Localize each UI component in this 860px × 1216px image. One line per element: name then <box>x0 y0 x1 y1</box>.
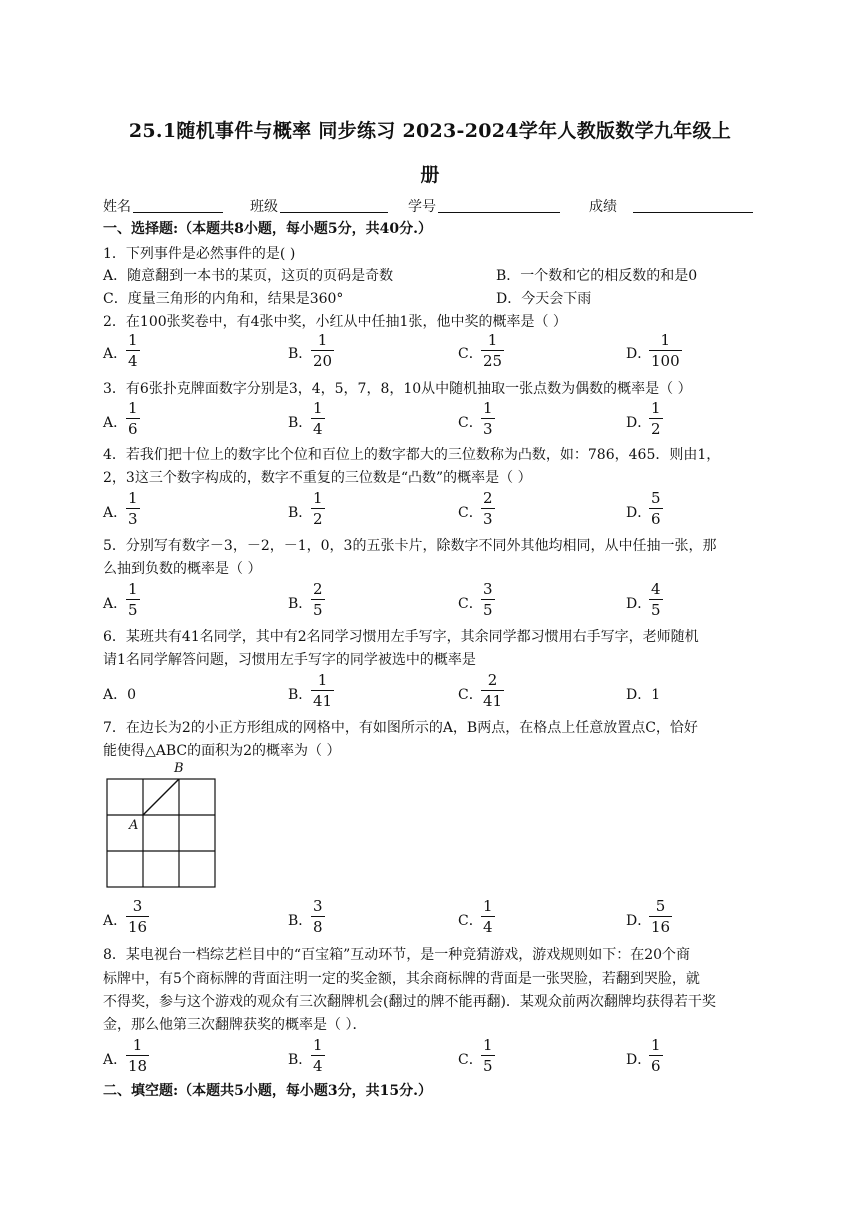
q7-option-c-fraction[interactable] <box>481 897 495 936</box>
q8-option-c-fraction[interactable] <box>481 1036 495 1075</box>
denominator: 41 <box>483 692 503 710</box>
numerator: 2 <box>483 489 493 507</box>
q2-option-c-letter[interactable]: C． <box>458 346 483 362</box>
q8-option-a-fraction[interactable] <box>126 1036 149 1075</box>
numerator: 1 <box>483 399 493 417</box>
q1-stem: 1．下列事件是必然事件的是( ) <box>103 246 296 262</box>
denominator: 25 <box>483 352 503 370</box>
q6-option-c-fraction[interactable] <box>481 671 504 710</box>
denominator: 5 <box>483 601 493 619</box>
q3-option-b-fraction[interactable] <box>311 399 325 438</box>
q6-option-c-letter[interactable]: C． <box>458 687 483 703</box>
denominator: 4 <box>128 352 138 370</box>
q6-stem-line2: 请1名同学解答问题，习惯用左手写字的同学被选中的概率是 <box>103 652 476 668</box>
q6-stem-line1: 6．某班共有41名同学，其中有2名同学习惯用左手写字，其余同学都习惯用右手写字，老师随机 <box>103 629 699 645</box>
denominator: 16 <box>651 918 671 936</box>
q3-stem: 3．有6张扑克牌面数字分别是3，4，5，7，8，10从中随机抽取一张点数为偶数的概率是（ ） <box>103 381 692 397</box>
numerator: 1 <box>313 1036 323 1054</box>
q4-option-c-fraction[interactable] <box>481 489 495 528</box>
q8-stem-line4: 金，那么他第三次翻牌获奖的概率是（ ）． <box>103 1017 367 1033</box>
q5-option-d-letter[interactable]: D． <box>626 596 652 612</box>
numerator: 2 <box>487 671 498 689</box>
q6-option-a[interactable]: A．0 <box>103 687 137 703</box>
q7-stem-line2: 能使得△ABC的面积为2的概率为（ ） <box>103 743 341 759</box>
denominator: 6 <box>128 420 138 438</box>
q7-point-a-label: A <box>129 818 139 833</box>
q5-option-b-fraction[interactable] <box>311 580 325 619</box>
q7-option-b-letter[interactable]: B． <box>288 913 313 929</box>
section2-heading: 二、填空题:（本题共5小题，每小题3分，共15分.） <box>103 1083 433 1099</box>
denominator: 2 <box>651 420 661 438</box>
q2-option-d-fraction[interactable] <box>649 331 682 370</box>
numerator: 1 <box>660 331 671 349</box>
q7-option-a-letter[interactable]: A． <box>103 913 128 929</box>
q3-option-c-letter[interactable]: C． <box>458 415 483 431</box>
q7-option-d-letter[interactable]: D． <box>626 913 652 929</box>
q8-option-c-letter[interactable]: C． <box>458 1052 483 1068</box>
q3-option-a-letter[interactable]: A． <box>103 415 128 431</box>
page-title-line1: 25.1随机事件与概率 同步练习 2023-2024学年人教版数学九年级上 <box>128 120 732 142</box>
numerator: 1 <box>313 489 323 507</box>
numerator: 1 <box>317 671 328 689</box>
class-label: 班级 <box>250 199 278 215</box>
q2-option-a-fraction[interactable] <box>126 331 140 370</box>
q5-option-c-letter[interactable]: C． <box>458 596 483 612</box>
q8-option-b-letter[interactable]: B． <box>288 1052 313 1068</box>
q4-option-b-fraction[interactable] <box>311 489 325 528</box>
q5-option-a-letter[interactable]: A． <box>103 596 128 612</box>
numerator: 1 <box>651 1036 661 1054</box>
numerator: 1 <box>128 580 138 598</box>
denominator: 4 <box>313 420 323 438</box>
numerator: 1 <box>651 399 661 417</box>
q4-option-a-letter[interactable]: A． <box>103 505 128 521</box>
numerator: 1 <box>317 331 328 349</box>
q4-stem-line1: 4．若我们把十位上的数字比个位和百位上的数字都大的三位数称为凸数，如：786，465．则由1， <box>103 447 721 463</box>
denominator: 3 <box>483 510 493 528</box>
q5-option-d-fraction[interactable] <box>649 580 663 619</box>
q8-stem-line1: 8．某电视台一档综艺栏目中的“百宝箱”互动环节，是一种竞猜游戏，游戏规则如下：在20个商 <box>103 947 691 963</box>
q4-stem-line2: 2，3这三个数字构成的，数字不重复的三位数是“凸数”的概率是（ ） <box>103 470 532 486</box>
q2-option-d-letter[interactable]: D． <box>626 346 652 362</box>
q2-option-b-fraction[interactable] <box>311 331 334 370</box>
denominator: 2 <box>313 510 323 528</box>
q5-option-b-letter[interactable]: B． <box>288 596 313 612</box>
name-blank[interactable] <box>133 212 223 213</box>
q3-option-d-letter[interactable]: D． <box>626 415 652 431</box>
q8-option-d-fraction[interactable] <box>649 1036 663 1075</box>
numerator: 4 <box>651 580 661 598</box>
numerator: 3 <box>483 580 493 598</box>
q7-grid-figure <box>106 778 222 894</box>
q7-option-a-fraction[interactable] <box>126 897 149 936</box>
score-blank[interactable] <box>633 212 753 213</box>
numerator: 1 <box>483 1036 493 1054</box>
q1-option-d[interactable]: D．今天会下雨 <box>496 291 592 307</box>
q7-option-d-fraction[interactable] <box>649 897 672 936</box>
denominator: 18 <box>128 1057 148 1075</box>
q6-option-b-letter[interactable]: B． <box>288 687 313 703</box>
q3-option-b-letter[interactable]: B． <box>288 415 313 431</box>
q4-option-c-letter[interactable]: C． <box>458 505 483 521</box>
numerator: 1 <box>483 897 493 915</box>
numerator: 5 <box>655 897 666 915</box>
denominator: 3 <box>483 420 493 438</box>
denominator: 5 <box>313 601 323 619</box>
q1-option-c[interactable]: C．度量三角形的内角和，结果是360° <box>103 291 344 307</box>
q2-option-c-fraction[interactable] <box>481 331 504 370</box>
denominator: 4 <box>313 1057 323 1075</box>
q8-stem-line2: 标牌中，有5个商标牌的背面注明一定的奖金额，其余商标牌的背面是一张哭脸，若翻到哭脸，就 <box>103 971 700 987</box>
page-title-line2: 册 <box>420 164 440 186</box>
denominator: 5 <box>483 1057 493 1075</box>
denominator: 20 <box>313 352 333 370</box>
q6-option-d[interactable]: D．1 <box>626 687 661 703</box>
numerator: 1 <box>487 331 498 349</box>
q8-option-d-letter[interactable]: D． <box>626 1052 652 1068</box>
numerator: 1 <box>128 489 138 507</box>
q3-option-a-fraction[interactable] <box>126 399 140 438</box>
numerator: 1 <box>128 399 138 417</box>
numerator: 1 <box>132 1036 143 1054</box>
denominator: 100 <box>651 352 680 370</box>
q2-option-a-letter[interactable]: A． <box>103 346 128 362</box>
numerator: 1 <box>313 399 323 417</box>
q8-stem-line3: 不得奖，参与这个游戏的观众有三次翻牌机会(翻过的牌不能再翻)．某观众前两次翻牌均获得若干奖 <box>103 994 716 1010</box>
q1-option-a[interactable]: A．随意翻到一本书的某页，这页的页码是奇数 <box>103 268 394 284</box>
q3-option-c-fraction[interactable] <box>481 399 495 438</box>
q2-stem: 2．在100张奖卷中，有4张中奖，小红从中任抽1张，他中奖的概率是（ ） <box>103 314 567 330</box>
id-blank[interactable] <box>438 212 560 213</box>
q5-stem-line2: 么抽到负数的概率是（ ） <box>103 561 262 577</box>
q6-option-b-fraction[interactable] <box>311 671 334 710</box>
name-label: 姓名 <box>103 199 131 215</box>
denominator: 5 <box>128 601 138 619</box>
denominator: 8 <box>313 918 323 936</box>
numerator: 5 <box>651 489 661 507</box>
denominator: 41 <box>313 692 333 710</box>
q2-option-b-letter[interactable]: B． <box>288 346 313 362</box>
q7-option-b-fraction[interactable] <box>311 897 325 936</box>
denominator: 6 <box>651 1057 661 1075</box>
q7-stem-line1: 7．在边长为2的小正方形组成的网格中，有如图所示的A，B两点，在格点上任意放置点C，恰好 <box>103 720 698 736</box>
numerator: 3 <box>313 897 323 915</box>
denominator: 5 <box>651 601 661 619</box>
q8-option-b-fraction[interactable] <box>311 1036 325 1075</box>
section1-heading: 一、选择题:（本题共8小题，每小题5分，共40分.） <box>103 221 433 237</box>
denominator: 4 <box>483 918 493 936</box>
numerator: 2 <box>313 580 323 598</box>
numerator: 1 <box>128 331 138 349</box>
q5-stem-line1: 5．分别写有数字－3，－2，－1，0，3的五张卡片，除数字不同外其他均相同，从中任抽一张，那 <box>103 538 717 554</box>
q3-option-d-fraction[interactable] <box>649 399 663 438</box>
q7-point-b-label: B <box>174 761 184 776</box>
q4-option-a-fraction[interactable] <box>126 489 140 528</box>
q8-option-a-letter[interactable]: A． <box>103 1052 128 1068</box>
id-label: 学号 <box>408 199 436 215</box>
denominator: 16 <box>128 918 148 936</box>
q4-option-d-letter[interactable]: D． <box>626 505 652 521</box>
denominator: 3 <box>128 510 138 528</box>
q4-option-d-fraction[interactable] <box>649 489 663 528</box>
q5-option-c-fraction[interactable] <box>481 580 495 619</box>
q1-option-b[interactable]: B．一个数和它的相反数的和是0 <box>496 268 698 284</box>
score-label: 成绩 <box>589 199 617 215</box>
class-blank[interactable] <box>280 212 388 213</box>
q5-option-a-fraction[interactable] <box>126 580 140 619</box>
numerator: 3 <box>132 897 143 915</box>
q4-option-b-letter[interactable]: B． <box>288 505 313 521</box>
q7-option-c-letter[interactable]: C． <box>458 913 483 929</box>
denominator: 6 <box>651 510 661 528</box>
